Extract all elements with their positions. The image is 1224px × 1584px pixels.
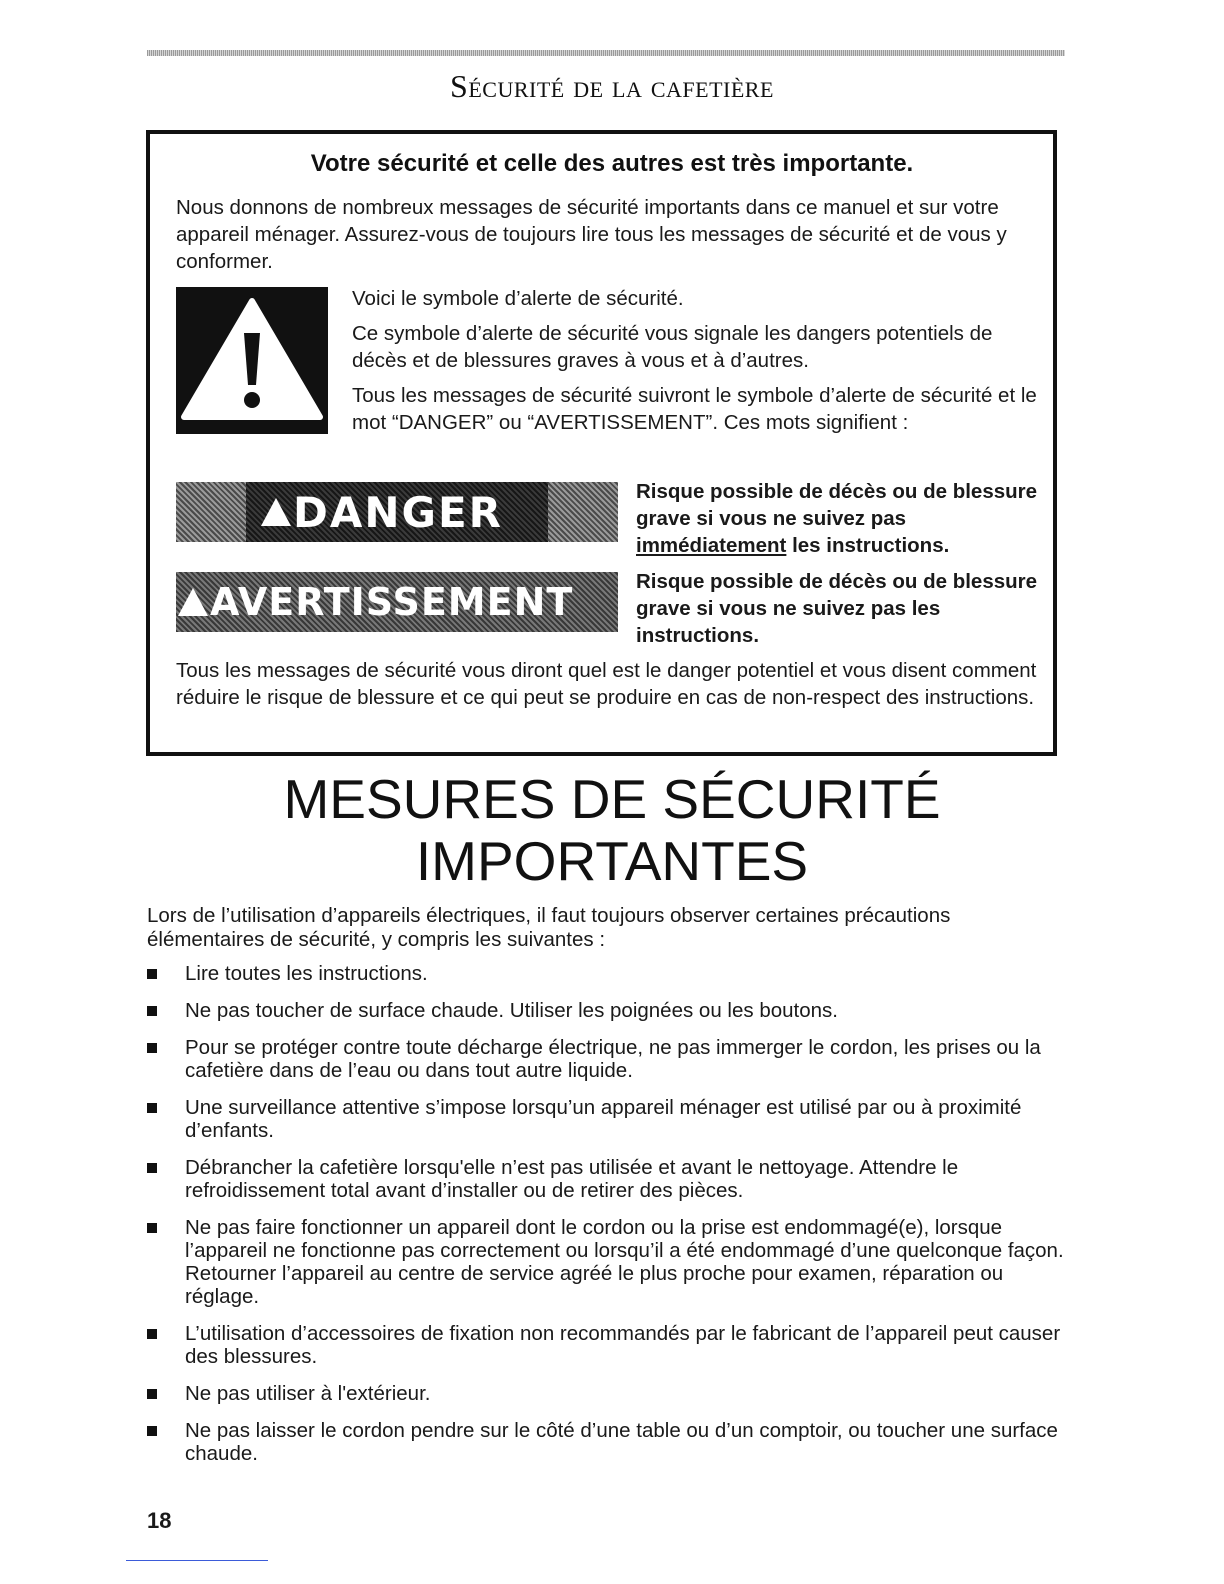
bullet-icon: [147, 1223, 157, 1233]
list-item: Ne pas faire fonctionner un appareil dont le cordon ou la prise est endommagé(e), lorsque l’appareil ne fonctionne pas correctement ou lorsqu’il a été endommagé d’une quelconque façon. Retourner l’appareil au centre de service agréé le plus proche pour examen, réparation ou réglage.: [147, 1216, 1067, 1308]
list-item: L’utilisation d’accessoires de fixation non recommandés par le fabricant de l’appareil peut causer des blessures.: [147, 1322, 1067, 1368]
danger-label: DANGER: [293, 487, 504, 537]
danger-alert-icon: [261, 498, 291, 526]
bullet-icon: [147, 1163, 157, 1173]
list-item: Ne pas utiliser à l'extérieur.: [147, 1382, 1067, 1405]
alert-texts: [352, 285, 1042, 444]
list-item: Ne pas laisser le cordon pendre sur le côté d’une table ou d’un comptoir, ou toucher une surface chaude.: [147, 1419, 1067, 1465]
list-item: Lire toutes les instructions.: [147, 962, 1067, 985]
page-number: 18: [147, 1508, 172, 1533]
safety-closing: Tous les messages de sécurité vous diront quel est le danger potentiel et vous disent comment réduire le risque de blessure et ce qui peut se produire en cas de non-respect des instructions.: [176, 659, 1037, 709]
page-title-line2: IMPORTANTES: [415, 830, 809, 892]
safety-box-heading: Votre sécurité et celle des autres est très importante.: [310, 150, 914, 177]
section-title: Sécurité de la cafetière: [450, 68, 774, 104]
danger-banner: [176, 482, 618, 542]
warning-banner: [176, 572, 618, 632]
top-rule: [147, 50, 1065, 56]
warning-description: Risque possible de décès ou de blessure grave si vous ne suivez pas les instructions.: [636, 570, 1038, 647]
list-item: Ne pas toucher de surface chaude. Utiliser les poignées ou les boutons.: [147, 999, 1067, 1022]
page-title: [0, 768, 1224, 892]
warning-alert-icon: [178, 588, 208, 616]
bullet-icon: [147, 1426, 157, 1436]
bullet-icon: [147, 1389, 157, 1399]
warning-label: AVERTISSEMENT: [210, 580, 574, 624]
alert-text-signal-words: Tous les messages de sécurité suivront le symbole d’alerte de sécurité et le mot “DANGER” ou “AVERTISSEMENT”. Ces mots signifient :: [352, 384, 1037, 434]
alert-text-meaning: Ce symbole d’alerte de sécurité vous signale les dangers potentiels de décès et de blessures graves à vous et à d’autres.: [352, 322, 993, 372]
bullet-icon: [147, 1043, 157, 1053]
danger-description: Risque possible de décès ou de blessure grave si vous ne suivez pas immédiatement les instructions.: [636, 480, 1038, 557]
list-item: Une surveillance attentive s’impose lorsqu’un appareil ménager est utilisé par ou à proximité d’enfants.: [147, 1096, 1067, 1142]
safety-rules-list: [147, 962, 1067, 1465]
safety-alert-symbol-icon: [176, 287, 328, 434]
bottom-rule: [126, 1560, 268, 1561]
bullet-icon: [147, 1006, 157, 1016]
danger-underlined-word: immédiatement: [636, 534, 787, 557]
bullet-icon: [147, 1103, 157, 1113]
list-item: Pour se protéger contre toute décharge électrique, ne pas immerger le cordon, les prises ou la cafetière dans de l’eau ou dans tout autre liquide.: [147, 1036, 1067, 1082]
bullet-icon: [147, 969, 157, 979]
lead-paragraph: Lors de l’utilisation d’appareils électriques, il faut toujours observer certaines précautions élémentaires de sécurité, y compris les suivantes :: [147, 904, 951, 951]
bullet-icon: [147, 1329, 157, 1339]
list-item: Débrancher la cafetière lorsqu'elle n’est pas utilisée et avant le nettoyage. Attendre le refroidissement total avant d’installer ou de retirer des pièces.: [147, 1156, 1067, 1202]
alert-text-symbol: Voici le symbole d’alerte de sécurité.: [352, 287, 684, 310]
page-title-line1: MESURES DE SÉCURITÉ: [283, 768, 941, 830]
safety-intro: Nous donnons de nombreux messages de sécurité importants dans ce manuel et sur votre appareil ménager. Assurez-vous de toujours lire tous les messages de sécurité et de vous y conformer.: [176, 196, 1007, 273]
